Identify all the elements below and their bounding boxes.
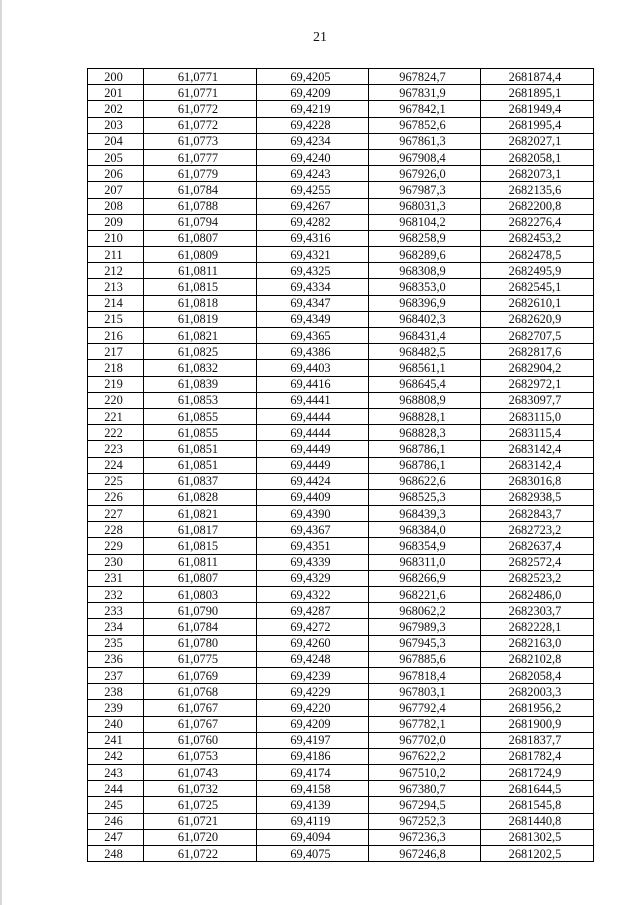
longitude-cell: 69,4367 — [257, 522, 369, 538]
x-coordinate-cell: 967908,4 — [369, 149, 481, 165]
latitude-cell: 61,0837 — [144, 473, 257, 489]
longitude-cell: 69,4347 — [257, 295, 369, 311]
longitude-cell: 69,4329 — [257, 570, 369, 586]
latitude-cell: 61,0784 — [144, 182, 257, 198]
y-coordinate-cell: 2683142,4 — [481, 441, 594, 457]
y-coordinate-cell: 2682904,2 — [481, 360, 594, 376]
latitude-cell: 61,0777 — [144, 149, 257, 165]
latitude-cell: 61,0817 — [144, 522, 257, 538]
longitude-cell: 69,4449 — [257, 441, 369, 457]
longitude-cell: 69,4075 — [257, 846, 369, 862]
latitude-cell: 61,0853 — [144, 392, 257, 408]
latitude-cell: 61,0732 — [144, 781, 257, 797]
latitude-cell: 61,0790 — [144, 603, 257, 619]
latitude-cell: 61,0821 — [144, 506, 257, 522]
table-row — [88, 732, 594, 748]
longitude-cell: 69,4444 — [257, 425, 369, 441]
latitude-cell: 61,0855 — [144, 408, 257, 424]
point-number-cell: 239 — [88, 700, 144, 716]
point-number-cell: 229 — [88, 538, 144, 554]
point-number-cell: 203 — [88, 117, 144, 133]
point-number-cell: 211 — [88, 247, 144, 263]
point-number-cell: 241 — [88, 732, 144, 748]
latitude-cell: 61,0825 — [144, 344, 257, 360]
x-coordinate-cell: 968354,9 — [369, 538, 481, 554]
latitude-cell: 61,0780 — [144, 635, 257, 651]
y-coordinate-cell: 2682843,7 — [481, 506, 594, 522]
point-number-cell: 216 — [88, 328, 144, 344]
y-coordinate-cell: 2681545,8 — [481, 797, 594, 813]
latitude-cell: 61,0779 — [144, 166, 257, 182]
y-coordinate-cell: 2682003,3 — [481, 684, 594, 700]
point-number-cell: 221 — [88, 408, 144, 424]
x-coordinate-cell: 968062,2 — [369, 603, 481, 619]
x-coordinate-cell: 968031,3 — [369, 198, 481, 214]
y-coordinate-cell: 2682200,8 — [481, 198, 594, 214]
latitude-cell: 61,0788 — [144, 198, 257, 214]
table-row — [88, 489, 594, 505]
point-number-cell: 224 — [88, 457, 144, 473]
point-number-cell: 205 — [88, 149, 144, 165]
x-coordinate-cell: 967831,9 — [369, 85, 481, 101]
table-row — [88, 570, 594, 586]
point-number-cell: 215 — [88, 311, 144, 327]
y-coordinate-cell: 2682058,1 — [481, 149, 594, 165]
point-number-cell: 200 — [88, 69, 144, 85]
latitude-cell: 61,0815 — [144, 538, 257, 554]
latitude-cell: 61,0771 — [144, 85, 257, 101]
table-row — [88, 392, 594, 408]
latitude-cell: 61,0773 — [144, 133, 257, 149]
latitude-cell: 61,0772 — [144, 117, 257, 133]
point-number-cell: 231 — [88, 570, 144, 586]
y-coordinate-cell: 2682073,1 — [481, 166, 594, 182]
longitude-cell: 69,4322 — [257, 587, 369, 603]
longitude-cell: 69,4240 — [257, 149, 369, 165]
y-coordinate-cell: 2681644,5 — [481, 781, 594, 797]
table-row — [88, 635, 594, 651]
longitude-cell: 69,4209 — [257, 85, 369, 101]
table-row — [88, 166, 594, 182]
longitude-cell: 69,4365 — [257, 328, 369, 344]
table-row — [88, 230, 594, 246]
y-coordinate-cell: 2682723,2 — [481, 522, 594, 538]
latitude-cell: 61,0832 — [144, 360, 257, 376]
point-number-cell: 237 — [88, 667, 144, 683]
latitude-cell: 61,0807 — [144, 230, 257, 246]
longitude-cell: 69,4139 — [257, 797, 369, 813]
x-coordinate-cell: 968311,0 — [369, 554, 481, 570]
table-row — [88, 182, 594, 198]
table-row — [88, 247, 594, 263]
point-number-cell: 235 — [88, 635, 144, 651]
table-row — [88, 295, 594, 311]
y-coordinate-cell: 2681995,4 — [481, 117, 594, 133]
table-row — [88, 700, 594, 716]
longitude-cell: 69,4272 — [257, 619, 369, 635]
x-coordinate-cell: 967861,3 — [369, 133, 481, 149]
latitude-cell: 61,0771 — [144, 69, 257, 85]
x-coordinate-cell: 967926,0 — [369, 166, 481, 182]
latitude-cell: 61,0772 — [144, 101, 257, 117]
x-coordinate-cell: 968402,3 — [369, 311, 481, 327]
point-number-cell: 208 — [88, 198, 144, 214]
latitude-cell: 61,0807 — [144, 570, 257, 586]
x-coordinate-cell: 967252,3 — [369, 813, 481, 829]
longitude-cell: 69,4386 — [257, 344, 369, 360]
point-number-cell: 204 — [88, 133, 144, 149]
point-number-cell: 213 — [88, 279, 144, 295]
y-coordinate-cell: 2681724,9 — [481, 765, 594, 781]
y-coordinate-cell: 2681895,1 — [481, 85, 594, 101]
x-coordinate-cell: 968289,6 — [369, 247, 481, 263]
table-row — [88, 263, 594, 279]
latitude-cell: 61,0851 — [144, 457, 257, 473]
point-number-cell: 209 — [88, 214, 144, 230]
x-coordinate-cell: 968786,1 — [369, 441, 481, 457]
table-row — [88, 214, 594, 230]
table-row — [88, 328, 594, 344]
longitude-cell: 69,4243 — [257, 166, 369, 182]
y-coordinate-cell: 2682495,9 — [481, 263, 594, 279]
y-coordinate-cell: 2681949,4 — [481, 101, 594, 117]
longitude-cell: 69,4209 — [257, 716, 369, 732]
point-number-cell: 219 — [88, 376, 144, 392]
x-coordinate-cell: 968384,0 — [369, 522, 481, 538]
point-number-cell: 244 — [88, 781, 144, 797]
table-row — [88, 101, 594, 117]
longitude-cell: 69,4321 — [257, 247, 369, 263]
latitude-cell: 61,0855 — [144, 425, 257, 441]
x-coordinate-cell: 967380,7 — [369, 781, 481, 797]
point-number-cell: 236 — [88, 651, 144, 667]
y-coordinate-cell: 2682027,1 — [481, 133, 594, 149]
table-row — [88, 408, 594, 424]
point-number-cell: 247 — [88, 829, 144, 845]
latitude-cell: 61,0768 — [144, 684, 257, 700]
x-coordinate-cell: 968258,9 — [369, 230, 481, 246]
latitude-cell: 61,0821 — [144, 328, 257, 344]
longitude-cell: 69,4234 — [257, 133, 369, 149]
longitude-cell: 69,4174 — [257, 765, 369, 781]
point-number-cell: 202 — [88, 101, 144, 117]
x-coordinate-cell: 968221,6 — [369, 587, 481, 603]
longitude-cell: 69,4287 — [257, 603, 369, 619]
point-number-cell: 225 — [88, 473, 144, 489]
y-coordinate-cell: 2681874,4 — [481, 69, 594, 85]
table-row — [88, 279, 594, 295]
x-coordinate-cell: 968622,6 — [369, 473, 481, 489]
table-row — [88, 117, 594, 133]
point-number-cell: 218 — [88, 360, 144, 376]
latitude-cell: 61,0784 — [144, 619, 257, 635]
longitude-cell: 69,4239 — [257, 667, 369, 683]
longitude-cell: 69,4403 — [257, 360, 369, 376]
y-coordinate-cell: 2682276,4 — [481, 214, 594, 230]
latitude-cell: 61,0760 — [144, 732, 257, 748]
table-row — [88, 667, 594, 683]
latitude-cell: 61,0725 — [144, 797, 257, 813]
x-coordinate-cell: 967852,6 — [369, 117, 481, 133]
table-row — [88, 441, 594, 457]
latitude-cell: 61,0794 — [144, 214, 257, 230]
table-row — [88, 651, 594, 667]
y-coordinate-cell: 2682610,1 — [481, 295, 594, 311]
latitude-cell: 61,0811 — [144, 263, 257, 279]
table-row — [88, 619, 594, 635]
table-row — [88, 69, 594, 85]
table-row — [88, 376, 594, 392]
y-coordinate-cell: 2681956,2 — [481, 700, 594, 716]
point-number-cell: 246 — [88, 813, 144, 829]
latitude-cell: 61,0811 — [144, 554, 257, 570]
table-row — [88, 425, 594, 441]
longitude-cell: 69,4351 — [257, 538, 369, 554]
y-coordinate-cell: 2682303,7 — [481, 603, 594, 619]
x-coordinate-cell: 967702,0 — [369, 732, 481, 748]
table-row — [88, 473, 594, 489]
latitude-cell: 61,0828 — [144, 489, 257, 505]
table-row — [88, 360, 594, 376]
latitude-cell: 61,0722 — [144, 846, 257, 862]
point-number-cell: 210 — [88, 230, 144, 246]
table-row — [88, 149, 594, 165]
longitude-cell: 69,4220 — [257, 700, 369, 716]
y-coordinate-cell: 2682453,2 — [481, 230, 594, 246]
y-coordinate-cell: 2682938,5 — [481, 489, 594, 505]
x-coordinate-cell: 968439,3 — [369, 506, 481, 522]
y-coordinate-cell: 2683097,7 — [481, 392, 594, 408]
longitude-cell: 69,4205 — [257, 69, 369, 85]
point-number-cell: 242 — [88, 748, 144, 764]
y-coordinate-cell: 2682572,4 — [481, 554, 594, 570]
longitude-cell: 69,4267 — [257, 198, 369, 214]
table-row — [88, 587, 594, 603]
longitude-cell: 69,4444 — [257, 408, 369, 424]
point-number-cell: 222 — [88, 425, 144, 441]
table-row — [88, 765, 594, 781]
y-coordinate-cell: 2682620,9 — [481, 311, 594, 327]
y-coordinate-cell: 2682478,5 — [481, 247, 594, 263]
point-number-cell: 220 — [88, 392, 144, 408]
x-coordinate-cell: 967842,1 — [369, 101, 481, 117]
y-coordinate-cell: 2683115,0 — [481, 408, 594, 424]
longitude-cell: 69,4325 — [257, 263, 369, 279]
table-row — [88, 813, 594, 829]
x-coordinate-cell: 968828,3 — [369, 425, 481, 441]
y-coordinate-cell: 2682972,1 — [481, 376, 594, 392]
table-row — [88, 522, 594, 538]
longitude-cell: 69,4119 — [257, 813, 369, 829]
y-coordinate-cell: 2682058,4 — [481, 667, 594, 683]
table-row — [88, 85, 594, 101]
table-row — [88, 133, 594, 149]
point-number-cell: 234 — [88, 619, 144, 635]
latitude-cell: 61,0720 — [144, 829, 257, 845]
page-edge-shadow — [0, 0, 2, 905]
longitude-cell: 69,4255 — [257, 182, 369, 198]
latitude-cell: 61,0818 — [144, 295, 257, 311]
x-coordinate-cell: 968308,9 — [369, 263, 481, 279]
x-coordinate-cell: 967246,8 — [369, 846, 481, 862]
x-coordinate-cell: 968561,1 — [369, 360, 481, 376]
point-number-cell: 212 — [88, 263, 144, 279]
latitude-cell: 61,0851 — [144, 441, 257, 457]
y-coordinate-cell: 2683142,4 — [481, 457, 594, 473]
table-row — [88, 781, 594, 797]
x-coordinate-cell: 968786,1 — [369, 457, 481, 473]
point-number-cell: 232 — [88, 587, 144, 603]
y-coordinate-cell: 2681202,5 — [481, 846, 594, 862]
point-number-cell: 201 — [88, 85, 144, 101]
point-number-cell: 214 — [88, 295, 144, 311]
latitude-cell: 61,0721 — [144, 813, 257, 829]
x-coordinate-cell: 967782,1 — [369, 716, 481, 732]
x-coordinate-cell: 967622,2 — [369, 748, 481, 764]
longitude-cell: 69,4449 — [257, 457, 369, 473]
table-row — [88, 554, 594, 570]
y-coordinate-cell: 2682163,0 — [481, 635, 594, 651]
x-coordinate-cell: 967824,7 — [369, 69, 481, 85]
point-number-cell: 228 — [88, 522, 144, 538]
x-coordinate-cell: 968353,0 — [369, 279, 481, 295]
longitude-cell: 69,4282 — [257, 214, 369, 230]
point-number-cell: 233 — [88, 603, 144, 619]
y-coordinate-cell: 2681900,9 — [481, 716, 594, 732]
x-coordinate-cell: 968808,9 — [369, 392, 481, 408]
point-number-cell: 217 — [88, 344, 144, 360]
y-coordinate-cell: 2682523,2 — [481, 570, 594, 586]
coordinates-table-body — [88, 69, 594, 862]
y-coordinate-cell: 2682486,0 — [481, 587, 594, 603]
point-number-cell: 248 — [88, 846, 144, 862]
table-row — [88, 538, 594, 554]
longitude-cell: 69,4339 — [257, 554, 369, 570]
y-coordinate-cell: 2682707,5 — [481, 328, 594, 344]
longitude-cell: 69,4219 — [257, 101, 369, 117]
latitude-cell: 61,0743 — [144, 765, 257, 781]
point-number-cell: 240 — [88, 716, 144, 732]
y-coordinate-cell: 2682817,6 — [481, 344, 594, 360]
longitude-cell: 69,4416 — [257, 376, 369, 392]
table-row — [88, 797, 594, 813]
x-coordinate-cell: 968482,5 — [369, 344, 481, 360]
point-number-cell: 227 — [88, 506, 144, 522]
y-coordinate-cell: 2681837,7 — [481, 732, 594, 748]
x-coordinate-cell: 967294,5 — [369, 797, 481, 813]
y-coordinate-cell: 2683016,8 — [481, 473, 594, 489]
y-coordinate-cell: 2682135,6 — [481, 182, 594, 198]
page-number: 21 — [313, 30, 327, 45]
longitude-cell: 69,4197 — [257, 732, 369, 748]
point-number-cell: 230 — [88, 554, 144, 570]
latitude-cell: 61,0803 — [144, 587, 257, 603]
y-coordinate-cell: 2681302,5 — [481, 829, 594, 845]
x-coordinate-cell: 968525,3 — [369, 489, 481, 505]
point-number-cell: 207 — [88, 182, 144, 198]
longitude-cell: 69,4248 — [257, 651, 369, 667]
x-coordinate-cell: 967989,3 — [369, 619, 481, 635]
point-number-cell: 223 — [88, 441, 144, 457]
table-row — [88, 846, 594, 862]
longitude-cell: 69,4229 — [257, 684, 369, 700]
table-row — [88, 198, 594, 214]
x-coordinate-cell: 968266,9 — [369, 570, 481, 586]
y-coordinate-cell: 2681440,8 — [481, 813, 594, 829]
longitude-cell: 69,4424 — [257, 473, 369, 489]
x-coordinate-cell: 967945,3 — [369, 635, 481, 651]
x-coordinate-cell: 968396,9 — [369, 295, 481, 311]
coordinates-table — [87, 68, 594, 862]
table-row — [88, 829, 594, 845]
longitude-cell: 69,4260 — [257, 635, 369, 651]
longitude-cell: 69,4186 — [257, 748, 369, 764]
y-coordinate-cell: 2683115,4 — [481, 425, 594, 441]
latitude-cell: 61,0819 — [144, 311, 257, 327]
x-coordinate-cell: 967792,4 — [369, 700, 481, 716]
latitude-cell: 61,0815 — [144, 279, 257, 295]
table-row — [88, 311, 594, 327]
point-number-cell: 238 — [88, 684, 144, 700]
latitude-cell: 61,0809 — [144, 247, 257, 263]
x-coordinate-cell: 967987,3 — [369, 182, 481, 198]
longitude-cell: 69,4316 — [257, 230, 369, 246]
longitude-cell: 69,4228 — [257, 117, 369, 133]
table-row — [88, 603, 594, 619]
longitude-cell: 69,4334 — [257, 279, 369, 295]
y-coordinate-cell: 2682545,1 — [481, 279, 594, 295]
longitude-cell: 69,4390 — [257, 506, 369, 522]
table-row — [88, 506, 594, 522]
latitude-cell: 61,0775 — [144, 651, 257, 667]
latitude-cell: 61,0769 — [144, 667, 257, 683]
x-coordinate-cell: 967510,2 — [369, 765, 481, 781]
latitude-cell: 61,0767 — [144, 716, 257, 732]
x-coordinate-cell: 968828,1 — [369, 408, 481, 424]
point-number-cell: 245 — [88, 797, 144, 813]
longitude-cell: 69,4441 — [257, 392, 369, 408]
point-number-cell: 206 — [88, 166, 144, 182]
longitude-cell: 69,4158 — [257, 781, 369, 797]
y-coordinate-cell: 2682637,4 — [481, 538, 594, 554]
x-coordinate-cell: 967885,6 — [369, 651, 481, 667]
x-coordinate-cell: 967818,4 — [369, 667, 481, 683]
longitude-cell: 69,4349 — [257, 311, 369, 327]
table-row — [88, 457, 594, 473]
y-coordinate-cell: 2682228,1 — [481, 619, 594, 635]
latitude-cell: 61,0839 — [144, 376, 257, 392]
table-row — [88, 716, 594, 732]
latitude-cell: 61,0767 — [144, 700, 257, 716]
x-coordinate-cell: 967236,3 — [369, 829, 481, 845]
table-row — [88, 344, 594, 360]
y-coordinate-cell: 2681782,4 — [481, 748, 594, 764]
x-coordinate-cell: 968431,4 — [369, 328, 481, 344]
latitude-cell: 61,0753 — [144, 748, 257, 764]
x-coordinate-cell: 967803,1 — [369, 684, 481, 700]
point-number-cell: 243 — [88, 765, 144, 781]
table-row — [88, 748, 594, 764]
table-row — [88, 684, 594, 700]
longitude-cell: 69,4409 — [257, 489, 369, 505]
longitude-cell: 69,4094 — [257, 829, 369, 845]
x-coordinate-cell: 968645,4 — [369, 376, 481, 392]
x-coordinate-cell: 968104,2 — [369, 214, 481, 230]
y-coordinate-cell: 2682102,8 — [481, 651, 594, 667]
point-number-cell: 226 — [88, 489, 144, 505]
